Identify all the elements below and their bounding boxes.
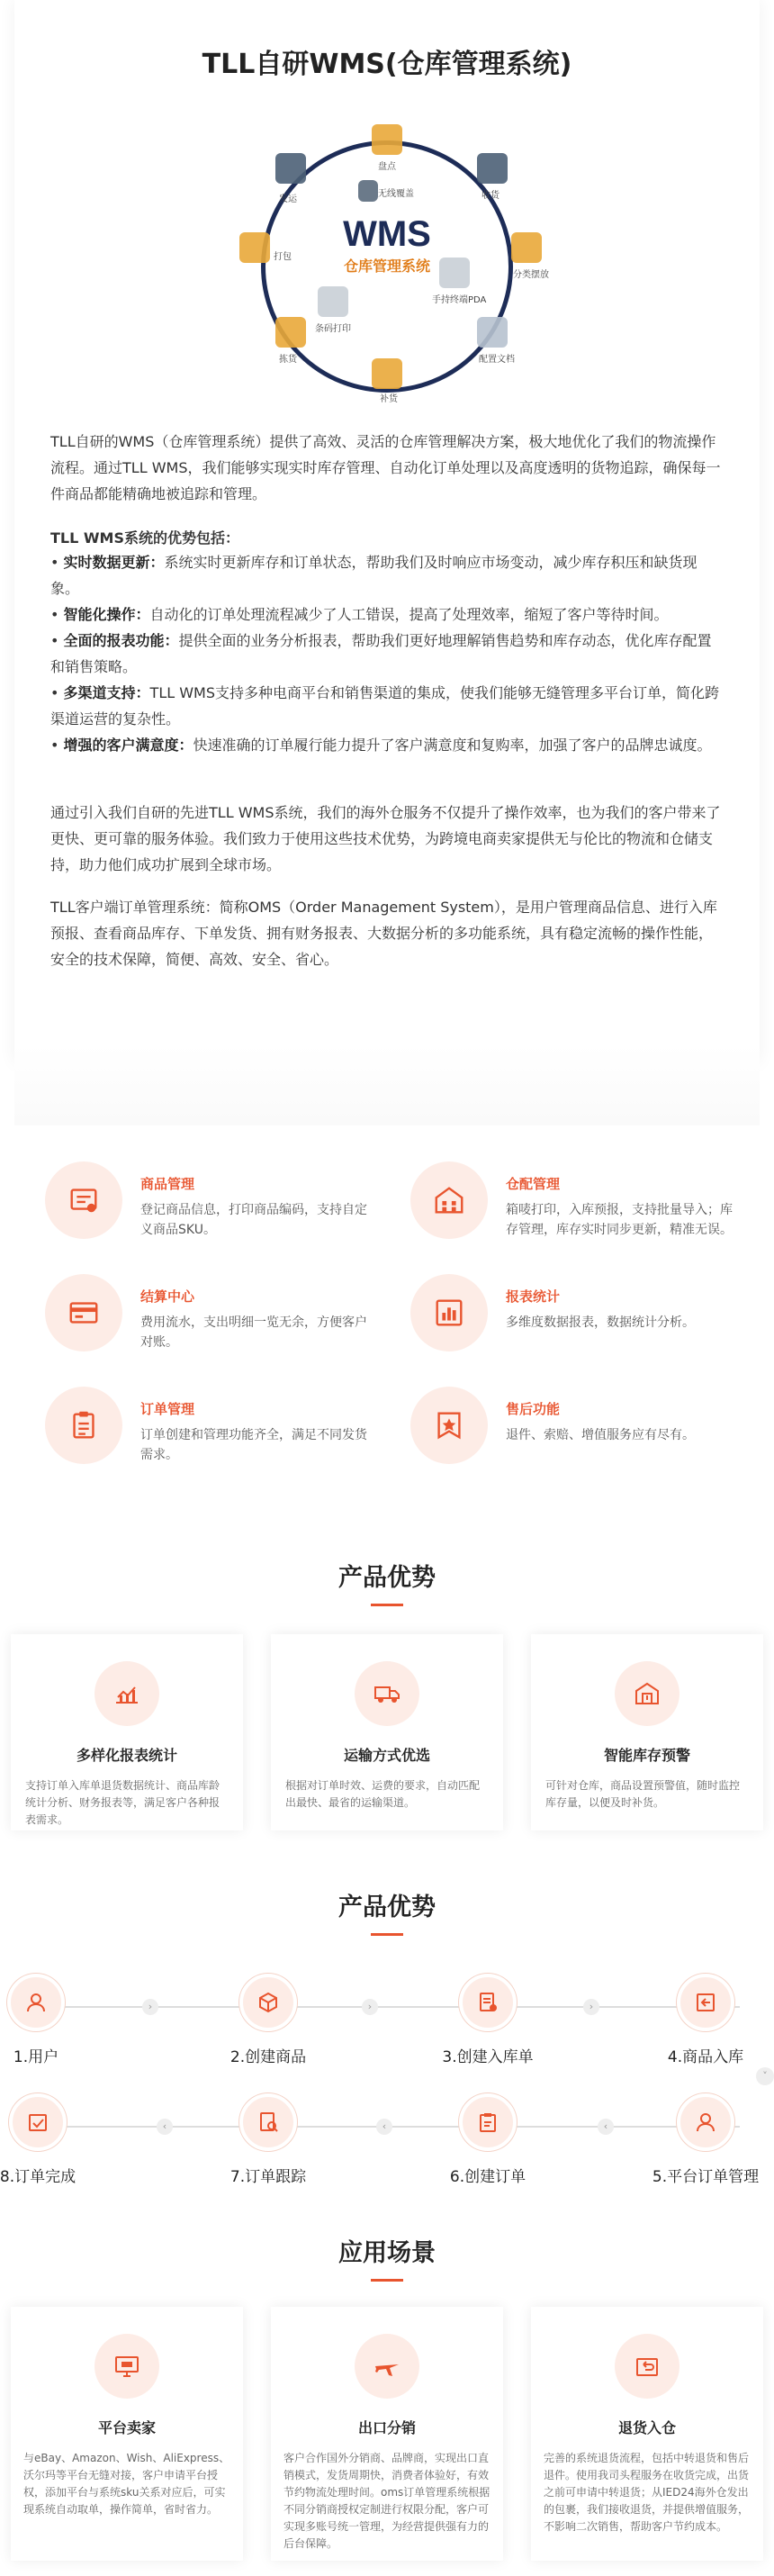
feature-desc: 多维度数据报表，数据统计分析。 xyxy=(506,1315,695,1330)
card-title: 退货入仓 xyxy=(617,2419,676,2436)
flow-row-2 xyxy=(0,2093,767,2192)
bullet-body: TLL WMS支持多种电商平台和销售渠道的集成，使我们能够无缝管理多平台订单，简化跨渠道运营的复杂性。 xyxy=(50,684,720,728)
bullet-body: 提供全面的业务分析报表，帮助我们更好地理解销售趋势和库存动态，优化库存配置和销售策略。 xyxy=(50,632,712,675)
intro-paragraph: TLL自研的WMS（仓库管理系统）提供了高效、灵活的仓库管理解决方案，极大地优化了我们的物流操作流程。通过TLL WMS，我们能够实现实时库存管理、自动化订单处理以及高度透明的货物追踪，确保每一件商品都能精确地被追踪和管理。 xyxy=(50,433,721,502)
heading-text: 应用场景 xyxy=(338,2239,436,2267)
flow-label: 6.创建订单 xyxy=(449,2168,526,2186)
return-icon xyxy=(615,2334,680,2399)
node-label: 手持终端PDA xyxy=(432,295,487,305)
worker-icon xyxy=(239,232,270,263)
plane-icon xyxy=(355,2334,419,2399)
scene-card[interactable] xyxy=(271,2307,503,2561)
scene-card[interactable] xyxy=(11,2307,243,2561)
scenes-row xyxy=(11,2307,763,2561)
oms-paragraph: TLL客户端订单管理系统：简称OMS（Order Management System），是用户管理商品信息、进行入库预报、查看商品库存、下单发货、拥有财务报表、大数据分析的多功能系统，具有稳定流畅的操作性能，安全的技术保障，简便、高效、安全、省心。 xyxy=(50,899,717,968)
node-label: 分类摆放 xyxy=(513,270,549,280)
truck-icon xyxy=(275,153,306,184)
feature-desc: 退件、索赔、增值服务应有尽有。 xyxy=(506,1428,695,1442)
advantage-card[interactable] xyxy=(271,1634,503,1830)
monitor-icon xyxy=(94,2334,159,2399)
node-label: 盘点 xyxy=(378,162,396,172)
heading-text: 产品优势 xyxy=(338,1894,436,1921)
chevron-down-icon: ˅ xyxy=(756,2067,774,2085)
feature-desc: 订单创建和管理功能齐全，满足不同发货需求。 xyxy=(140,1428,367,1462)
wifi-icon xyxy=(358,180,378,202)
flow-step[interactable] xyxy=(205,1974,331,2066)
flow-label: 4.商品入库 xyxy=(667,2048,744,2066)
flow-label: 1.用户 xyxy=(13,2048,59,2066)
aftersale-icon xyxy=(410,1387,488,1464)
bullet-head: 全面的报表功能： xyxy=(63,632,179,649)
wms-logo-text: WMS xyxy=(343,214,431,254)
clipboard-icon xyxy=(459,2093,517,2151)
feature-order[interactable] xyxy=(45,1387,374,1465)
order-icon xyxy=(45,1387,122,1464)
feature-desc: 登记商品信息，打印商品编码，支持自定义商品SKU。 xyxy=(140,1203,367,1237)
bullet-head: 增强的客户满意度： xyxy=(63,737,194,754)
chevron-right-icon: › xyxy=(362,1999,378,2015)
node-label: 收货 xyxy=(482,191,500,201)
forklift-icon xyxy=(372,358,402,389)
card-title: 平台卖家 xyxy=(97,2419,156,2436)
forklift-icon xyxy=(275,317,306,348)
feature-warehouse[interactable] xyxy=(410,1161,740,1240)
feature-title: 报表统计 xyxy=(506,1288,561,1305)
list-item: • 多渠道支持：TLL WMS支持多种电商平台和销售渠道的集成，使我们能够无缝管理多平台订单，简化跨渠道运营的复杂性。 xyxy=(50,684,720,728)
node-label: 配置文档 xyxy=(479,355,515,365)
node-label: 条码打印 xyxy=(315,324,351,334)
feature-aftersale[interactable] xyxy=(410,1387,740,1465)
list-item: • 全面的报表功能：提供全面的业务分析报表，帮助我们更好地理解销售趋势和库存动态，优化库存配置和销售策略。 xyxy=(50,632,712,675)
node-label: 补货 xyxy=(380,394,398,404)
heading-underline xyxy=(371,2279,403,2282)
feature-settlement[interactable] xyxy=(45,1274,374,1352)
check-icon xyxy=(9,2093,67,2151)
card-desc: 客户合作国外分销商、品牌商，实现出口直销模式，发货周期快，消费者体验好，有效节约物流处理时间。oms订单管理系统根据不同分销商授权定制进行权限分配，客户可实现多账号统一管理，为经营提供强有力的后台保障。 xyxy=(284,2452,490,2550)
forklift-icon xyxy=(511,232,542,263)
card-title: 多样化报表统计 xyxy=(76,1747,177,1764)
flow-step[interactable] xyxy=(425,2093,551,2186)
feature-title: 订单管理 xyxy=(140,1401,195,1417)
list-item: • 增强的客户满意度：快速准确的订单履行能力提升了客户满意度和复购率，加强了客户的品牌忠诚度。 xyxy=(50,737,712,754)
card-desc: 支持订单入库单退货数据统计、商品库龄统计分析、财务报表等，满足客户各种报表需求。 xyxy=(25,1779,220,1826)
product-icon xyxy=(45,1161,122,1239)
bullet-body: 快速准确的订单履行能力提升了客户满意度和复购率，加强了客户的品牌忠诚度。 xyxy=(193,737,712,754)
warehouse-icon xyxy=(410,1161,488,1239)
card-desc: 可针对仓库，商品设置预警值，随时监控库存量，以便及时补货。 xyxy=(545,1779,741,1809)
wms-diagram xyxy=(153,97,621,403)
wms-center xyxy=(328,214,446,295)
divider-band xyxy=(14,1044,760,1125)
wms-logo-sub: 仓库管理系统 xyxy=(343,258,430,275)
feature-product[interactable] xyxy=(45,1161,374,1240)
card-title: 运输方式优选 xyxy=(343,1747,430,1764)
flow-label: 8.订单完成 xyxy=(0,2168,76,2186)
advantages-subtitle: TLL WMS系统的优势包括： xyxy=(50,529,239,547)
card-desc: 完善的系统退货流程，包括中转退货和售后退件。使用我司头程服务在收货完成，出货之前可申请中转退货；从IED24海外仓发出的包裹，我们接收退货，并提供增值服务，不影响二次销售，帮助客户节约成本。 xyxy=(544,2452,750,2533)
flow-step[interactable] xyxy=(0,2093,101,2186)
chevron-right-icon: › xyxy=(142,1999,158,2015)
feature-report[interactable] xyxy=(410,1274,740,1352)
bullet-head: 智能化操作： xyxy=(63,606,150,623)
boxes-icon xyxy=(372,124,402,155)
receipt-icon xyxy=(459,1974,517,2031)
node-label: 无线覆盖 xyxy=(378,189,414,199)
feature-title: 结算中心 xyxy=(140,1288,195,1305)
chevron-left-icon: ‹ xyxy=(376,2119,392,2135)
truck-icon xyxy=(477,153,508,184)
tracking-icon xyxy=(239,2093,297,2151)
card-desc: 与eBay、Amazon、Wish、AliExpress、沃尔玛等平台无缝对接，客户申请平台授权，添加平台与系统sku关系对应后，可实现系统自动取单，操作简单，省时省力。 xyxy=(23,2452,230,2516)
advantage-card[interactable] xyxy=(531,1634,763,1830)
flow-step[interactable] xyxy=(425,1974,551,2066)
feature-desc: 费用流水，支出明细一览无余，方便客户对账。 xyxy=(140,1315,367,1350)
feature-grid xyxy=(45,1161,733,1465)
inbound-icon xyxy=(677,1974,734,2031)
scene-card[interactable] xyxy=(531,2307,763,2561)
flow-step[interactable] xyxy=(643,1974,769,2066)
chevron-left-icon: ‹ xyxy=(157,2119,173,2135)
user-icon xyxy=(677,2093,734,2151)
advantages-row xyxy=(11,1634,763,1830)
advantages-list xyxy=(50,549,724,758)
user-icon xyxy=(7,1974,65,2031)
heading-underline xyxy=(371,1933,403,1936)
flow-label: 5.平台订单管理 xyxy=(652,2168,760,2186)
list-item: • 智能化操作：自动化的订单处理流程减少了人工错误，提高了处理效率，缩短了客户等待时间。 xyxy=(50,606,669,623)
feature-desc: 箱唛打印，入库预报，支持批量导入；库存管理，库存实时同步更新，精准无误。 xyxy=(506,1203,733,1237)
section-heading xyxy=(0,2233,774,2282)
feature-title: 售后功能 xyxy=(506,1401,561,1417)
bullet-head: 多渠道支持： xyxy=(63,684,150,701)
bullet-head: 实时数据更新： xyxy=(63,554,165,571)
feature-title: 商品管理 xyxy=(140,1176,195,1192)
flow-row-1 xyxy=(7,1974,767,2073)
alert-icon xyxy=(615,1661,680,1726)
bullet-body: 自动化的订单处理流程减少了人工错误，提高了处理效率，缩短了客户等待时间。 xyxy=(149,606,669,623)
flow-step[interactable] xyxy=(0,1974,99,2066)
flow-label: 3.创建入库单 xyxy=(442,2048,534,2066)
report-icon xyxy=(410,1274,488,1351)
chevron-right-icon: › xyxy=(583,1999,599,2015)
list-item: • 实时数据更新：系统实时更新库存和订单状态，帮助我们及时响应市场变动，减少库存积压和缺货现象。 xyxy=(50,554,698,597)
bullet-body: 系统实时更新库存和订单状态，帮助我们及时响应市场变动，减少库存积压和缺货现象。 xyxy=(50,554,698,597)
flow-step[interactable] xyxy=(643,2093,769,2186)
document-icon xyxy=(477,317,508,348)
flow-connector xyxy=(34,2006,740,2008)
heading-text: 产品优势 xyxy=(338,1564,436,1592)
intro-paragraph-2: 通过引入我们自研的先进TLL WMS系统，我们的海外仓服务不仅提升了操作效率，也为我们的客户带来了更快、更可靠的服务体验。我们致力于使用这些技术优势，为跨境电商卖家提供无与伦比的物流和仓储支持，助力他们成功扩展到全球市场。 xyxy=(50,804,721,873)
heading-underline xyxy=(371,1604,403,1606)
chart-icon xyxy=(94,1661,159,1726)
advantage-card[interactable] xyxy=(11,1634,243,1830)
wallet-icon xyxy=(45,1274,122,1351)
chevron-left-icon: ‹ xyxy=(598,2119,614,2135)
flow-step[interactable] xyxy=(205,2093,331,2186)
card-title: 智能库存预警 xyxy=(603,1747,690,1764)
node-label: 发运 xyxy=(279,194,297,204)
feature-title: 仓配管理 xyxy=(506,1176,561,1192)
box-icon xyxy=(239,1974,297,2031)
flow-label: 2.创建商品 xyxy=(230,2048,307,2066)
truck-icon xyxy=(355,1661,419,1726)
section-heading xyxy=(0,1558,774,1606)
card-desc: 根据对订单时效、运费的要求，自动匹配出最快、最省的运输渠道。 xyxy=(285,1779,481,1809)
intro-card xyxy=(14,0,760,1062)
page-title: TLL自研WMS(仓库管理系统) xyxy=(202,49,572,80)
node-label: 拣货 xyxy=(279,355,297,365)
card-title: 出口分销 xyxy=(357,2419,416,2436)
section-heading xyxy=(0,1887,774,1936)
flow-label: 7.订单跟踪 xyxy=(230,2168,307,2186)
node-label: 打包 xyxy=(274,252,292,262)
